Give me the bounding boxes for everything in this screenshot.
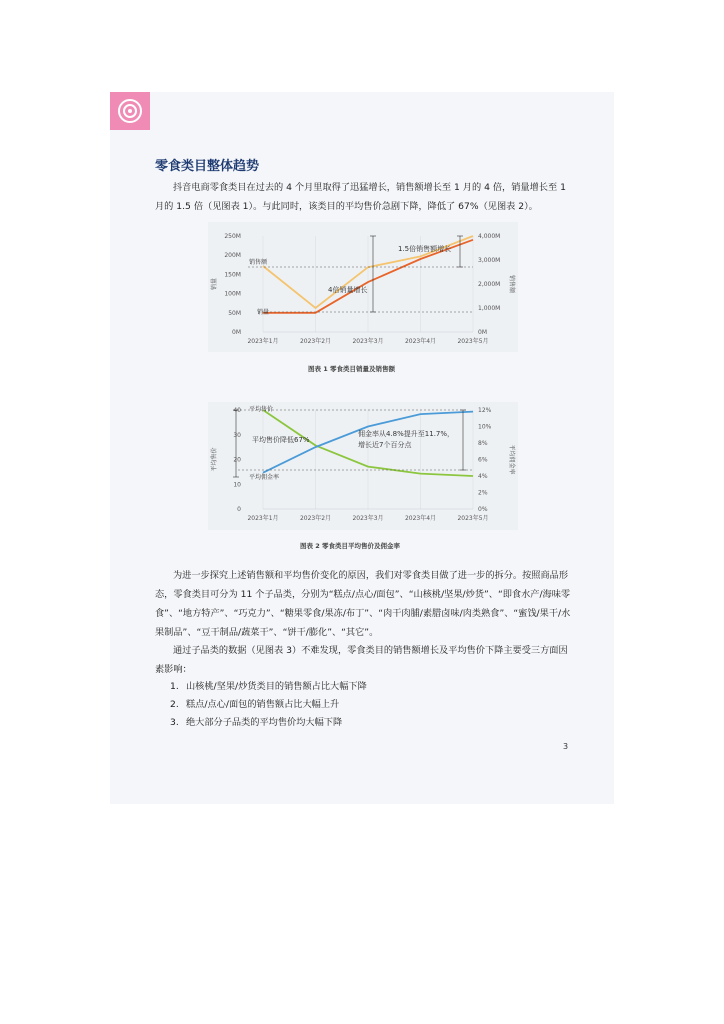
y2-axis-title: 销售额 bbox=[508, 274, 515, 294]
y2-tick-label: 3,000M bbox=[478, 257, 501, 264]
y-tick-label: 100M bbox=[224, 290, 241, 298]
list-item: 3. 绝大部分子品类的平均售价均大幅下降 bbox=[170, 717, 343, 728]
y2-tick-label: 4,000M bbox=[478, 233, 501, 240]
x-tick-label: 2023年5月 bbox=[457, 338, 489, 345]
y2-tick-label: 2% bbox=[478, 489, 488, 497]
series-label: 销量 bbox=[257, 309, 270, 316]
annotation-text: 佣金率从4.8%提升至11.7%， bbox=[358, 430, 455, 438]
section-heading: 零食类目整体趋势 bbox=[155, 159, 260, 174]
y2-tick-label: 4% bbox=[478, 473, 488, 480]
analysis-paragraph: 为进一步探究上述销售额和平均售价变化的原因，我们对零食类目做了进一步的拆分。按照商品形态，零食类目可分为 11 个子品类，分别为“糕点/点心/面包”、“山核桃/坚果/炒货”、“即食水产/海味零食”、“地方特产”、“巧克力”、“糖果零食/果冻/布丁”、“肉干肉脯/素腊卤味/肉类熟食”、“蜜饯/果干/水果制品”、“豆干制品/蔬菜干”、“饼干/膨化”、“其它”。 bbox=[155, 570, 571, 638]
chart-2-caption: 图表 2 零食类目平均售价及佣金率 bbox=[300, 542, 401, 550]
y-tick-label: 0M bbox=[232, 329, 241, 336]
y2-tick-label: 0% bbox=[478, 506, 488, 513]
brand-logo bbox=[110, 92, 150, 130]
y2-tick-label: 8% bbox=[478, 440, 488, 447]
x-tick-label: 2023年2月 bbox=[299, 338, 332, 345]
x-tick-label: 2023年1月 bbox=[247, 338, 279, 345]
y-axis-title: 销量 bbox=[211, 277, 218, 291]
y-tick-label: 50M bbox=[228, 309, 241, 317]
y2-tick-label: 1,000M bbox=[478, 305, 501, 312]
x-tick-label: 2023年4月 bbox=[404, 515, 437, 522]
y-tick-label: 200M bbox=[224, 252, 241, 260]
list-item: 2. 糕点/点心/面包的销售额占比大幅上升 bbox=[170, 699, 340, 710]
y-axis-title: 平均售价 bbox=[211, 447, 218, 472]
chart-1-caption: 图表 1 零食类目销量及销售额 bbox=[308, 365, 396, 373]
y2-axis-title: 平均佣金率 bbox=[508, 444, 515, 475]
x-tick-label: 2023年3月 bbox=[352, 515, 384, 522]
annotation-text: 平均售价降低67% bbox=[252, 436, 310, 444]
series-label: 销售额 bbox=[249, 259, 268, 266]
chart-2 bbox=[208, 402, 518, 530]
spiral-logo-icon bbox=[116, 97, 144, 125]
y-tick-label: 150M bbox=[224, 271, 241, 279]
annotation-text: 1.5倍销售额增长 bbox=[398, 245, 452, 253]
intro-paragraph: 抖音电商零食类目在过去的 4 个月里取得了迅猛增长，销售额增长至 1 月的 4 倍，销量增长至 1 月的 1.5 倍（见图表 1）。与此同时，该类目的平均售价急剧下降，降低了 67%（见图表 2）。 bbox=[155, 182, 566, 212]
y2-tick-label: 2,000M bbox=[478, 281, 501, 288]
y-tick-label: 30 bbox=[233, 431, 241, 439]
y2-tick-label: 12% bbox=[478, 407, 492, 414]
findings-paragraph: 通过子品类的数据（见图表 3）不难发现，零食类目的销售额增长及平均售价下降主要受三方面因素影响： bbox=[155, 645, 568, 675]
x-tick-label: 2023年5月 bbox=[457, 515, 489, 522]
y2-tick-label: 6% bbox=[478, 456, 488, 464]
findings-list bbox=[170, 678, 367, 732]
y-tick-label: 0 bbox=[237, 506, 241, 513]
series-label: 平均售价 bbox=[249, 406, 274, 413]
y-tick-label: 20 bbox=[233, 456, 241, 464]
list-item: 1. 山核桃/坚果/炒货类目的销售额占比大幅下降 bbox=[170, 681, 367, 692]
y-tick-label: 10 bbox=[233, 481, 241, 489]
annotation-text: 增长近7个百分点 bbox=[358, 441, 412, 449]
series-label: 平均佣金率 bbox=[249, 474, 280, 481]
x-tick-label: 2023年4月 bbox=[404, 338, 437, 345]
x-tick-label: 2023年3月 bbox=[352, 338, 384, 345]
x-tick-label: 2023年1月 bbox=[247, 515, 279, 522]
y2-tick-label: 10% bbox=[478, 423, 492, 431]
y2-tick-label: 0M bbox=[478, 329, 487, 336]
chart-1 bbox=[208, 222, 518, 352]
annotation-text: 4倍销量增长 bbox=[328, 286, 368, 294]
x-tick-label: 2023年2月 bbox=[299, 515, 332, 522]
y-tick-label: 250M bbox=[224, 233, 241, 240]
y-tick-label: 40 bbox=[233, 407, 241, 414]
page-number: 3 bbox=[563, 742, 569, 751]
